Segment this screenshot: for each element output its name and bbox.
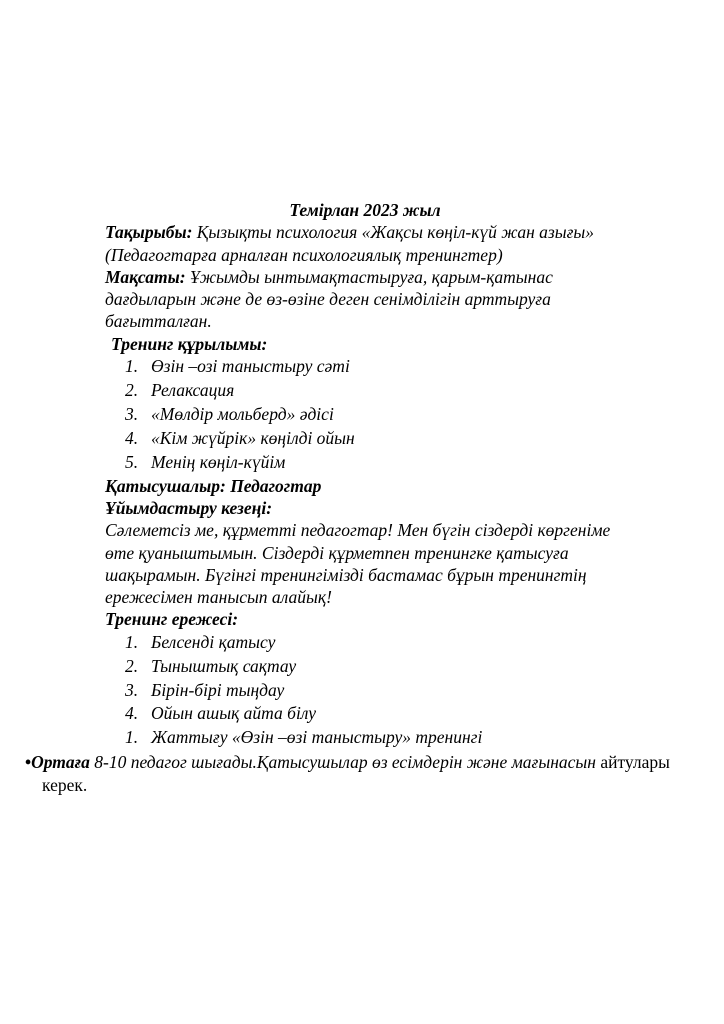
list-item-text: «Кім жүйрік» көңілді ойын (151, 427, 355, 448)
list-item-text: Менің көңіл-күйім (151, 451, 286, 472)
greeting-paragraph: Сәлеметсіз ме, құрметті педагогтар! Мен бүгін сіздерді көргеніме өте қуаныштымын. Сіздерді құрметпен тренингке қатысуға шақырамын. Бүгінгі тренингімізді бастамас бұрын тренингтің ережесімен танысып алайық! (105, 520, 611, 608)
list-item-text: Өзін –озі таныстыру сәті (151, 356, 350, 377)
list-item-number: 3. (125, 403, 139, 424)
list-item (105, 427, 625, 451)
participants-line: Қатысушалыр: Педагогтар (105, 475, 322, 496)
org-stage-heading: Ұйымдастыру кезеңі: (105, 497, 273, 518)
list-item (105, 379, 625, 403)
list-item-number: 2. (125, 655, 139, 676)
note-label: Ортаға (31, 752, 90, 773)
list-item (105, 702, 625, 726)
topic-paragraph (105, 221, 625, 243)
note-paragraph (25, 751, 690, 797)
goal-paragraph (105, 266, 625, 333)
list-item (105, 403, 625, 427)
note-regular-text: айтулары керек. (42, 752, 670, 796)
topic-subtitle: (Педагогтарға арналған психологиялық тренингтер) (105, 244, 503, 265)
note-italic-text: 8-10 педагог шығады.Қатысушылар өз есімдерін және мағынасын (89, 752, 601, 773)
list-item-number: 2. (125, 379, 139, 400)
list-item-text: Ойын ашық айта білу (151, 703, 316, 724)
list-item (105, 679, 625, 703)
structure-heading: Тренинг құрылымы: (111, 333, 268, 354)
document-title: Темірлан 2023 жыл (289, 200, 441, 220)
goal-label: Мақсаты: (105, 266, 186, 287)
list-item (105, 726, 625, 750)
structure-list (105, 355, 625, 475)
list-item (105, 355, 625, 379)
bullet-marker: • (25, 752, 32, 773)
rules-heading: Тренинг ережесі: (105, 609, 239, 630)
topic-label: Тақырыбы: (105, 222, 193, 243)
list-item-text: Тыныштық сақтау (151, 655, 297, 676)
list-item-number: 1. (125, 356, 139, 377)
list-item-number: 3. (125, 679, 139, 700)
list-item-text: Релаксация (151, 379, 235, 400)
list-item (105, 451, 625, 475)
list-item-text: «Мөлдір мольберд» әдісі (151, 403, 334, 424)
list-item-text: Белсенді қатысу (151, 631, 276, 652)
topic-text: Қызықты психология «Жақсы көңіл-күй жан азығы» (192, 222, 595, 243)
document-content (0, 199, 724, 797)
document-main-column (105, 199, 625, 750)
list-item (105, 631, 625, 655)
list-item-number: 5. (125, 451, 139, 472)
list-item-number: 4. (125, 703, 139, 724)
list-item-number: 1. (125, 727, 139, 748)
list-item (105, 655, 625, 679)
list-item-number: 4. (125, 427, 139, 448)
list-item-text: Жаттығу «Өзін –өзі таныстыру» тренингі (151, 727, 483, 748)
goal-text: Ұжымды ынтымақтастыруға, қарым-қатынас дағдыларын және де өз-өзіне деген сенімділігін арттыруға бағытталған. (105, 266, 553, 332)
list-item-text: Бірін-бірі тыңдау (151, 679, 285, 700)
list-item-number: 1. (125, 631, 139, 652)
rules-list (105, 631, 625, 751)
